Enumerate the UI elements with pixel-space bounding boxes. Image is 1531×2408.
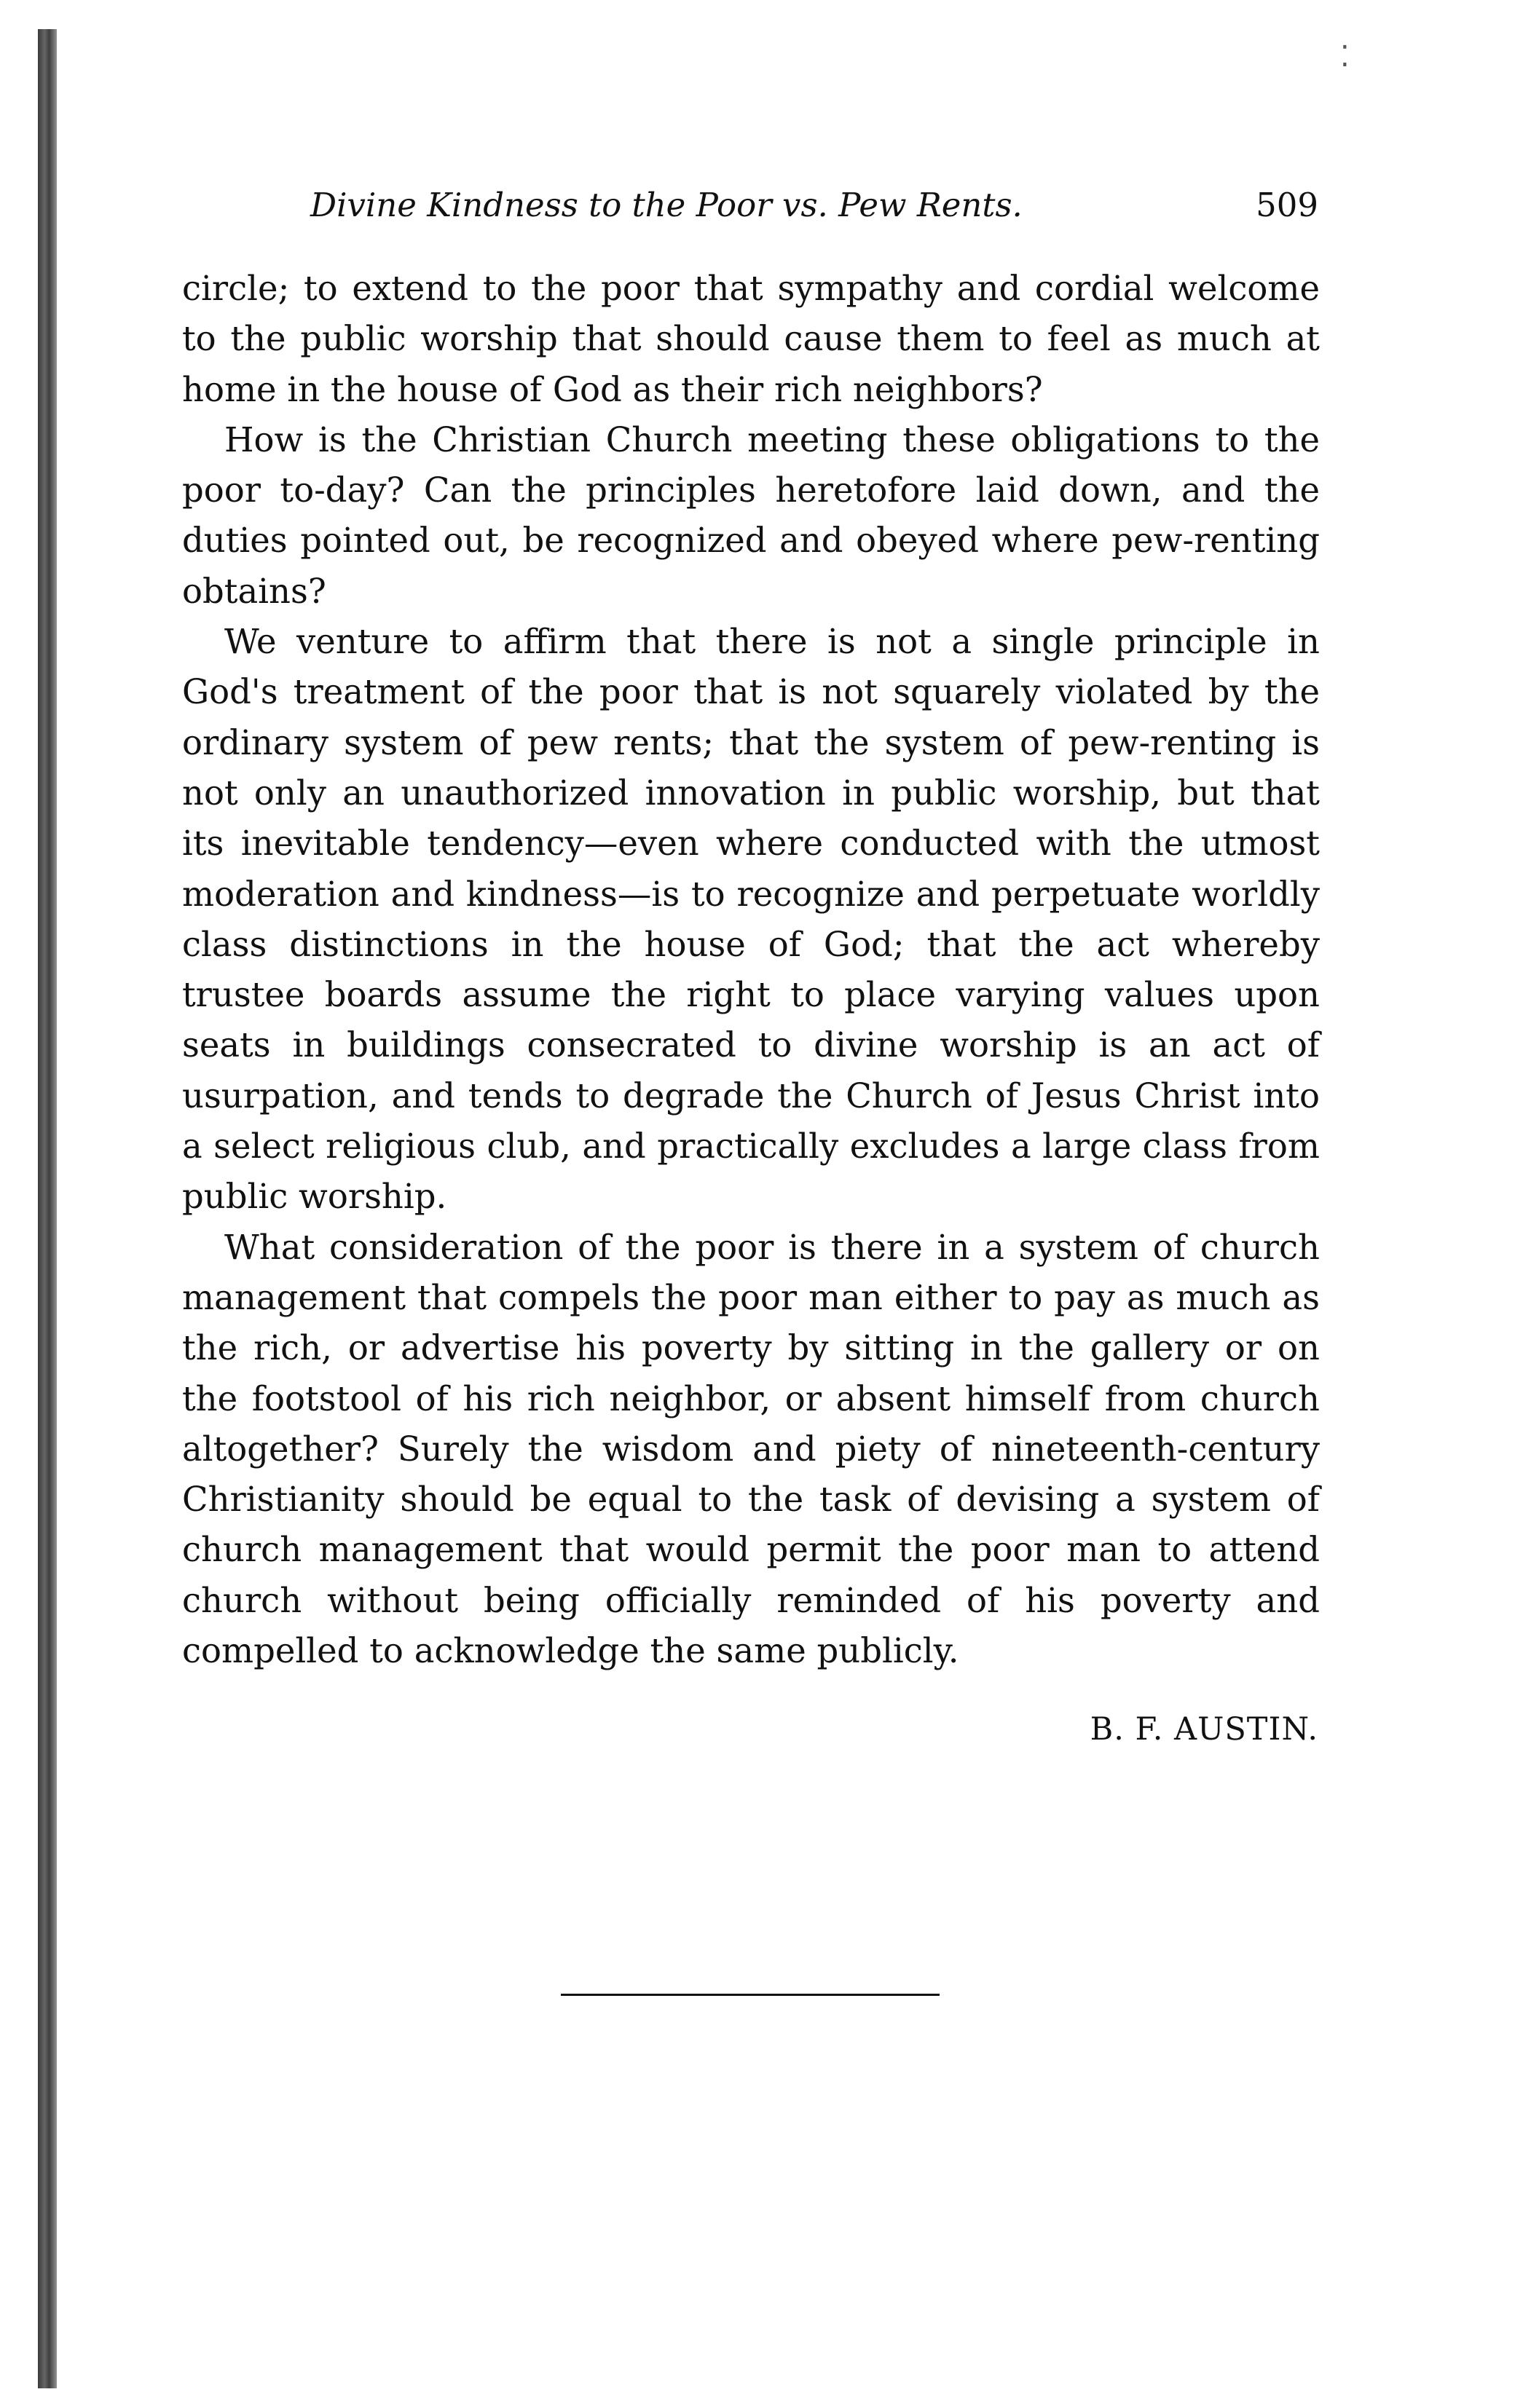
paragraph-1: circle; to extend to the poor that sympathy and cordial welcome to the public worship that should cause them to feel as much at home in the house of God as their rich neighbors? xyxy=(182,269,1320,409)
end-rule xyxy=(561,1994,940,1996)
paragraph-4: What consideration of the poor is there in a system of church management that compels the poor man either to pay as much as the rich, or advertise his poverty by sitting in the gallery or on the footstool of his rich neighbor, or absent himself from church altogether? Surely the wisdom and piety of nineteenth-century Christianity should be equal to the task of devising a system of church management that would permit the poor man to attend church without being officially reminded of his poverty and compelled to acknowledge the same publicly. xyxy=(182,1227,1320,1671)
author-signature: B. F. AUSTIN. xyxy=(1090,1711,1318,1748)
running-title: Divine Kindness to the Poor vs. Pew Rents. xyxy=(310,186,1023,224)
paragraph-3: We venture to affirm that there is not a single principle in God's treatment of the poor that is not squarely violated by the ordinary system of pew rents; that the system of pew-renting is not only an unauthorized innovation in public worship, but that its inevitable tendency—even where conducted with the utmost moderation and kindness—is to recognize and perpetuate worldly class distinctions in the house of God; that the act whereby trustee boards assume the right to place varying values upon seats in buildings consecrated to divine worship is an act of usurpation, and tends to degrade the Church of Jesus Christ into a select religious club, and practically excludes a large class from public worship. xyxy=(182,622,1320,1217)
page-number: 509 xyxy=(1256,186,1318,224)
scan-specks: ⁚ xyxy=(1340,40,1350,74)
paragraph-2: How is the Christian Church meeting these obligations to the poor to-day? Can the principles heretofore laid down, and the duties pointed out, be recognized and obeyed where pew-renting obtains? xyxy=(182,419,1320,611)
article-body xyxy=(182,264,1320,1676)
page-binding-edge xyxy=(38,29,57,2388)
running-head xyxy=(182,186,1318,237)
